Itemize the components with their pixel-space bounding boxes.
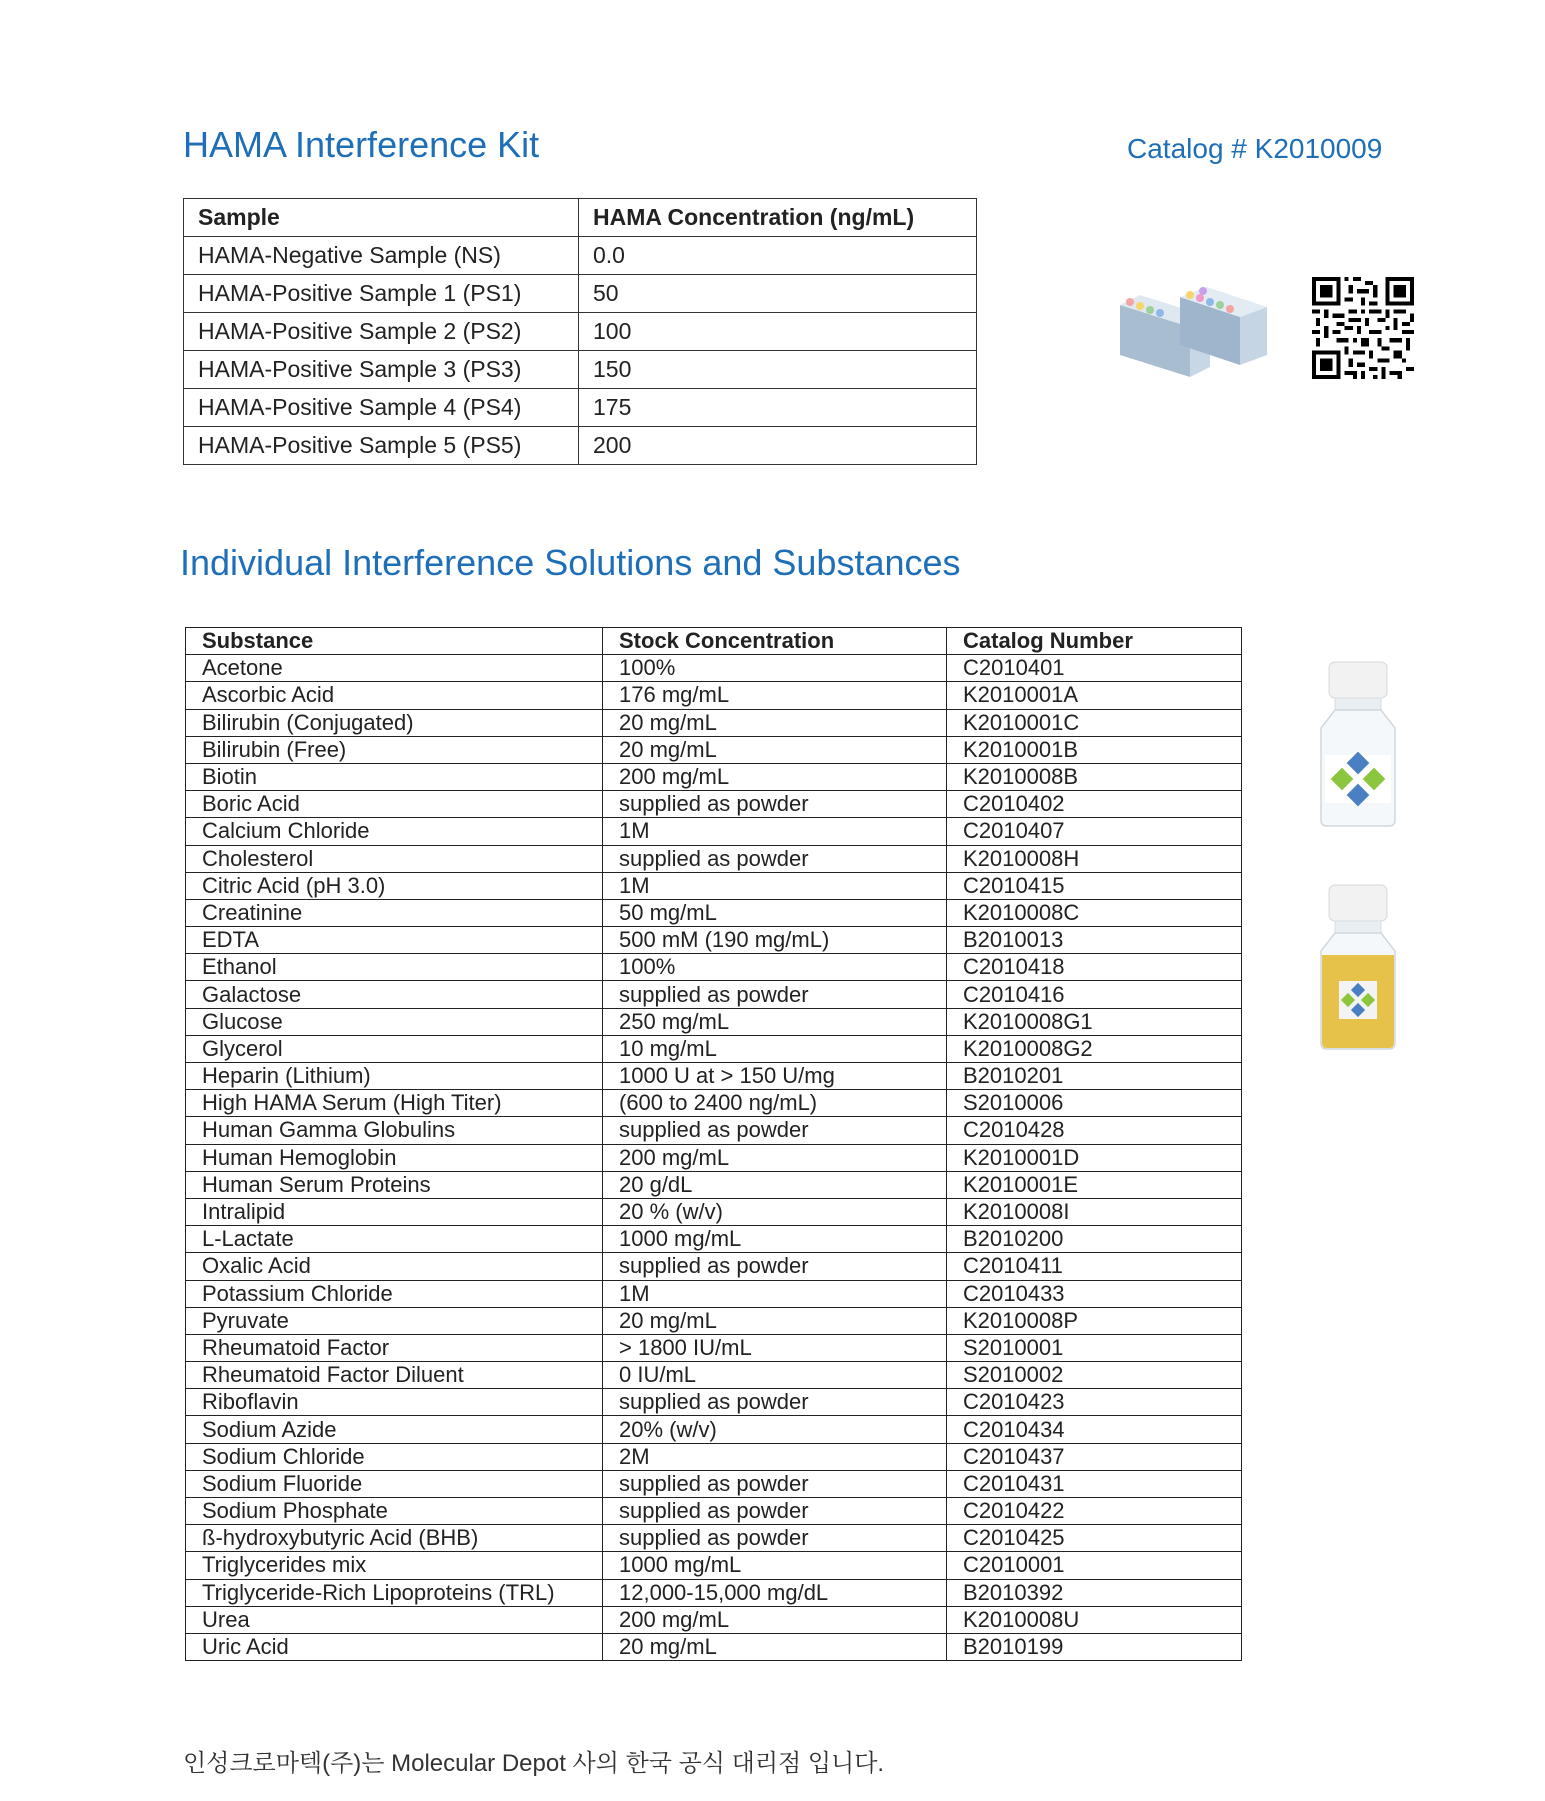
table-cell: 20% (w/v) [603, 1416, 947, 1443]
table-cell: C2010433 [947, 1280, 1242, 1307]
table-cell: HAMA-Negative Sample (NS) [184, 237, 579, 275]
table-row [186, 1198, 1242, 1225]
table-cell: ß-hydroxybutyric Acid (BHB) [186, 1525, 603, 1552]
table-cell: Oxalic Acid [186, 1253, 603, 1280]
table-cell: C2010422 [947, 1498, 1242, 1525]
table-cell: 1M [603, 872, 947, 899]
table-cell: Triglyceride-Rich Lipoproteins (TRL) [186, 1579, 603, 1606]
table-cell: 12,000-15,000 mg/dL [603, 1579, 947, 1606]
table-header-row [184, 199, 977, 237]
table-cell: > 1800 IU/mL [603, 1334, 947, 1361]
table-cell: K2010001C [947, 709, 1242, 736]
table-cell: K2010008C [947, 899, 1242, 926]
table-row [186, 1226, 1242, 1253]
table-cell: 100% [603, 655, 947, 682]
table-cell: supplied as powder [603, 1470, 947, 1497]
table-cell: Sodium Phosphate [186, 1498, 603, 1525]
section-title: Individual Interference Solutions and Substances [180, 542, 961, 583]
table-cell: C2010415 [947, 872, 1242, 899]
table-cell: K2010008G2 [947, 1035, 1242, 1062]
table-row [186, 1307, 1242, 1334]
table-cell: C2010402 [947, 791, 1242, 818]
substances-table [185, 627, 1242, 1661]
table-row [186, 1090, 1242, 1117]
table-cell: 20 mg/mL [603, 709, 947, 736]
table-cell: Glucose [186, 1008, 603, 1035]
table-cell: B2010013 [947, 927, 1242, 954]
table-cell: HAMA-Positive Sample 1 (PS1) [184, 275, 579, 313]
table-row [186, 1280, 1242, 1307]
table-cell: Boric Acid [186, 791, 603, 818]
table-cell: C2010416 [947, 981, 1242, 1008]
table-cell: 500 mM (190 mg/mL) [603, 927, 947, 954]
table-cell: supplied as powder [603, 1389, 947, 1416]
table-row [186, 763, 1242, 790]
table-cell: 2M [603, 1443, 947, 1470]
table-cell: Acetone [186, 655, 603, 682]
table-cell: 200 mg/mL [603, 1606, 947, 1633]
table-row [186, 1063, 1242, 1090]
table-cell: 200 mg/mL [603, 1144, 947, 1171]
table-cell: Bilirubin (Free) [186, 736, 603, 763]
table-row [186, 1008, 1242, 1035]
table-cell: 20 mg/mL [603, 736, 947, 763]
table-cell: C2010437 [947, 1443, 1242, 1470]
table-cell: Galactose [186, 981, 603, 1008]
table-cell: C2010428 [947, 1117, 1242, 1144]
table-row [186, 1171, 1242, 1198]
table-cell: S2010001 [947, 1334, 1242, 1361]
table-row [186, 927, 1242, 954]
table-cell: 176 mg/mL [603, 682, 947, 709]
table-row [186, 872, 1242, 899]
table-cell: 10 mg/mL [603, 1035, 947, 1062]
table-cell: B2010392 [947, 1579, 1242, 1606]
table-cell: C2010401 [947, 655, 1242, 682]
table-row [186, 1362, 1242, 1389]
table-cell: supplied as powder [603, 1253, 947, 1280]
table-row [186, 1579, 1242, 1606]
table-row [186, 655, 1242, 682]
table-cell: K2010001B [947, 736, 1242, 763]
table-cell: C2010418 [947, 954, 1242, 981]
table-cell: K2010008I [947, 1198, 1242, 1225]
table-cell: 1M [603, 818, 947, 845]
table-cell: Biotin [186, 763, 603, 790]
table-cell: S2010002 [947, 1362, 1242, 1389]
table-cell: HAMA-Positive Sample 5 (PS5) [184, 427, 579, 465]
table-cell: Intralipid [186, 1198, 603, 1225]
table-row [186, 899, 1242, 926]
table-cell: 20 mg/mL [603, 1633, 947, 1660]
table-row [184, 389, 977, 427]
table-row [186, 1334, 1242, 1361]
table-cell: Creatinine [186, 899, 603, 926]
table-row [186, 709, 1242, 736]
table-row [186, 1443, 1242, 1470]
table-cell: 200 mg/mL [603, 763, 947, 790]
table-cell: supplied as powder [603, 791, 947, 818]
table-row [186, 1470, 1242, 1497]
table-cell: B2010200 [947, 1226, 1242, 1253]
table-row [186, 682, 1242, 709]
table-row [186, 1552, 1242, 1579]
table-cell: Cholesterol [186, 845, 603, 872]
table-cell: Uric Acid [186, 1633, 603, 1660]
column-header: HAMA Concentration (ng/mL) [579, 199, 977, 237]
table-cell: 50 [579, 275, 977, 313]
table-cell: 200 [579, 427, 977, 465]
table-cell: 100 [579, 313, 977, 351]
table-row [186, 845, 1242, 872]
table-row [186, 818, 1242, 845]
table-cell: Pyruvate [186, 1307, 603, 1334]
table-cell: Ethanol [186, 954, 603, 981]
table-cell: 150 [579, 351, 977, 389]
table-cell: Human Serum Proteins [186, 1171, 603, 1198]
table-cell: Calcium Chloride [186, 818, 603, 845]
table-row [186, 736, 1242, 763]
table-cell: 100% [603, 954, 947, 981]
table-cell: C2010425 [947, 1525, 1242, 1552]
tube-rack-image [1115, 285, 1270, 380]
table-cell: 1000 mg/mL [603, 1226, 947, 1253]
table-cell: Bilirubin (Conjugated) [186, 709, 603, 736]
table-cell: 20 g/dL [603, 1171, 947, 1198]
table-cell: supplied as powder [603, 1117, 947, 1144]
table-row [186, 954, 1242, 981]
table-cell: 0.0 [579, 237, 977, 275]
table-cell: L-Lactate [186, 1226, 603, 1253]
table-header-row [186, 628, 1242, 655]
table-cell: Rheumatoid Factor [186, 1334, 603, 1361]
table-cell: HAMA-Positive Sample 3 (PS3) [184, 351, 579, 389]
table-cell: S2010006 [947, 1090, 1242, 1117]
table-cell: (600 to 2400 ng/mL) [603, 1090, 947, 1117]
table-cell: B2010201 [947, 1063, 1242, 1090]
table-cell: Triglycerides mix [186, 1552, 603, 1579]
table-cell: C2010407 [947, 818, 1242, 845]
table-row [184, 427, 977, 465]
table-cell: K2010008P [947, 1307, 1242, 1334]
table-cell: Sodium Fluoride [186, 1470, 603, 1497]
table-cell: C2010431 [947, 1470, 1242, 1497]
table-cell: Heparin (Lithium) [186, 1063, 603, 1090]
table-cell: K2010001A [947, 682, 1242, 709]
table-cell: Glycerol [186, 1035, 603, 1062]
table-cell: Urea [186, 1606, 603, 1633]
table-cell: supplied as powder [603, 845, 947, 872]
column-header: Catalog Number [947, 628, 1242, 655]
table-cell: 1000 mg/mL [603, 1552, 947, 1579]
distributor-note: 인성크로마텍(주)는 Molecular Depot 사의 한국 공식 대리점 입니다. [183, 1750, 885, 1777]
table-row [184, 275, 977, 313]
table-cell: 0 IU/mL [603, 1362, 947, 1389]
table-cell: 20 % (w/v) [603, 1198, 947, 1225]
table-cell: 20 mg/mL [603, 1307, 947, 1334]
table-cell: Rheumatoid Factor Diluent [186, 1362, 603, 1389]
table-row [186, 1633, 1242, 1660]
table-cell: K2010001D [947, 1144, 1242, 1171]
table-cell: 250 mg/mL [603, 1008, 947, 1035]
table-cell: supplied as powder [603, 981, 947, 1008]
table-cell: C2010423 [947, 1389, 1242, 1416]
table-row [184, 351, 977, 389]
table-row [186, 1389, 1242, 1416]
table-cell: K2010008U [947, 1606, 1242, 1633]
table-row [186, 1144, 1242, 1171]
table-cell: Human Hemoglobin [186, 1144, 603, 1171]
table-cell: Riboflavin [186, 1389, 603, 1416]
table-cell: K2010008H [947, 845, 1242, 872]
table-row [186, 981, 1242, 1008]
kit-title: HAMA Interference Kit [183, 124, 540, 165]
table-row [186, 1416, 1242, 1443]
table-cell: C2010411 [947, 1253, 1242, 1280]
table-cell: 50 mg/mL [603, 899, 947, 926]
table-cell: K2010008G1 [947, 1008, 1242, 1035]
clear-bottle-image [1315, 660, 1400, 830]
qr-code-image [1312, 277, 1414, 379]
table-cell: supplied as powder [603, 1498, 947, 1525]
table-cell: Sodium Azide [186, 1416, 603, 1443]
table-row [186, 1525, 1242, 1552]
amber-bottle-image [1315, 883, 1400, 1053]
table-cell: 175 [579, 389, 977, 427]
catalog-number: Catalog # K2010009 [1127, 133, 1383, 164]
column-header: Sample [184, 199, 579, 237]
table-cell: K2010001E [947, 1171, 1242, 1198]
table-cell: EDTA [186, 927, 603, 954]
table-row [186, 1606, 1242, 1633]
table-cell: Sodium Chloride [186, 1443, 603, 1470]
table-row [184, 313, 977, 351]
hama-concentration-table [183, 198, 977, 465]
table-cell: K2010008B [947, 763, 1242, 790]
table-cell: 1M [603, 1280, 947, 1307]
table-cell: supplied as powder [603, 1525, 947, 1552]
table-row [186, 1035, 1242, 1062]
column-header: Stock Concentration [603, 628, 947, 655]
table-row [186, 1498, 1242, 1525]
table-row [184, 237, 977, 275]
table-cell: Human Gamma Globulins [186, 1117, 603, 1144]
table-cell: Ascorbic Acid [186, 682, 603, 709]
table-cell: High HAMA Serum (High Titer) [186, 1090, 603, 1117]
table-cell: B2010199 [947, 1633, 1242, 1660]
table-cell: Citric Acid (pH 3.0) [186, 872, 603, 899]
table-row [186, 791, 1242, 818]
table-row [186, 1117, 1242, 1144]
table-cell: C2010434 [947, 1416, 1242, 1443]
table-cell: 1000 U at > 150 U/mg [603, 1063, 947, 1090]
column-header: Substance [186, 628, 603, 655]
table-cell: Potassium Chloride [186, 1280, 603, 1307]
table-cell: HAMA-Positive Sample 2 (PS2) [184, 313, 579, 351]
table-row [186, 1253, 1242, 1280]
table-cell: HAMA-Positive Sample 4 (PS4) [184, 389, 579, 427]
table-cell: C2010001 [947, 1552, 1242, 1579]
